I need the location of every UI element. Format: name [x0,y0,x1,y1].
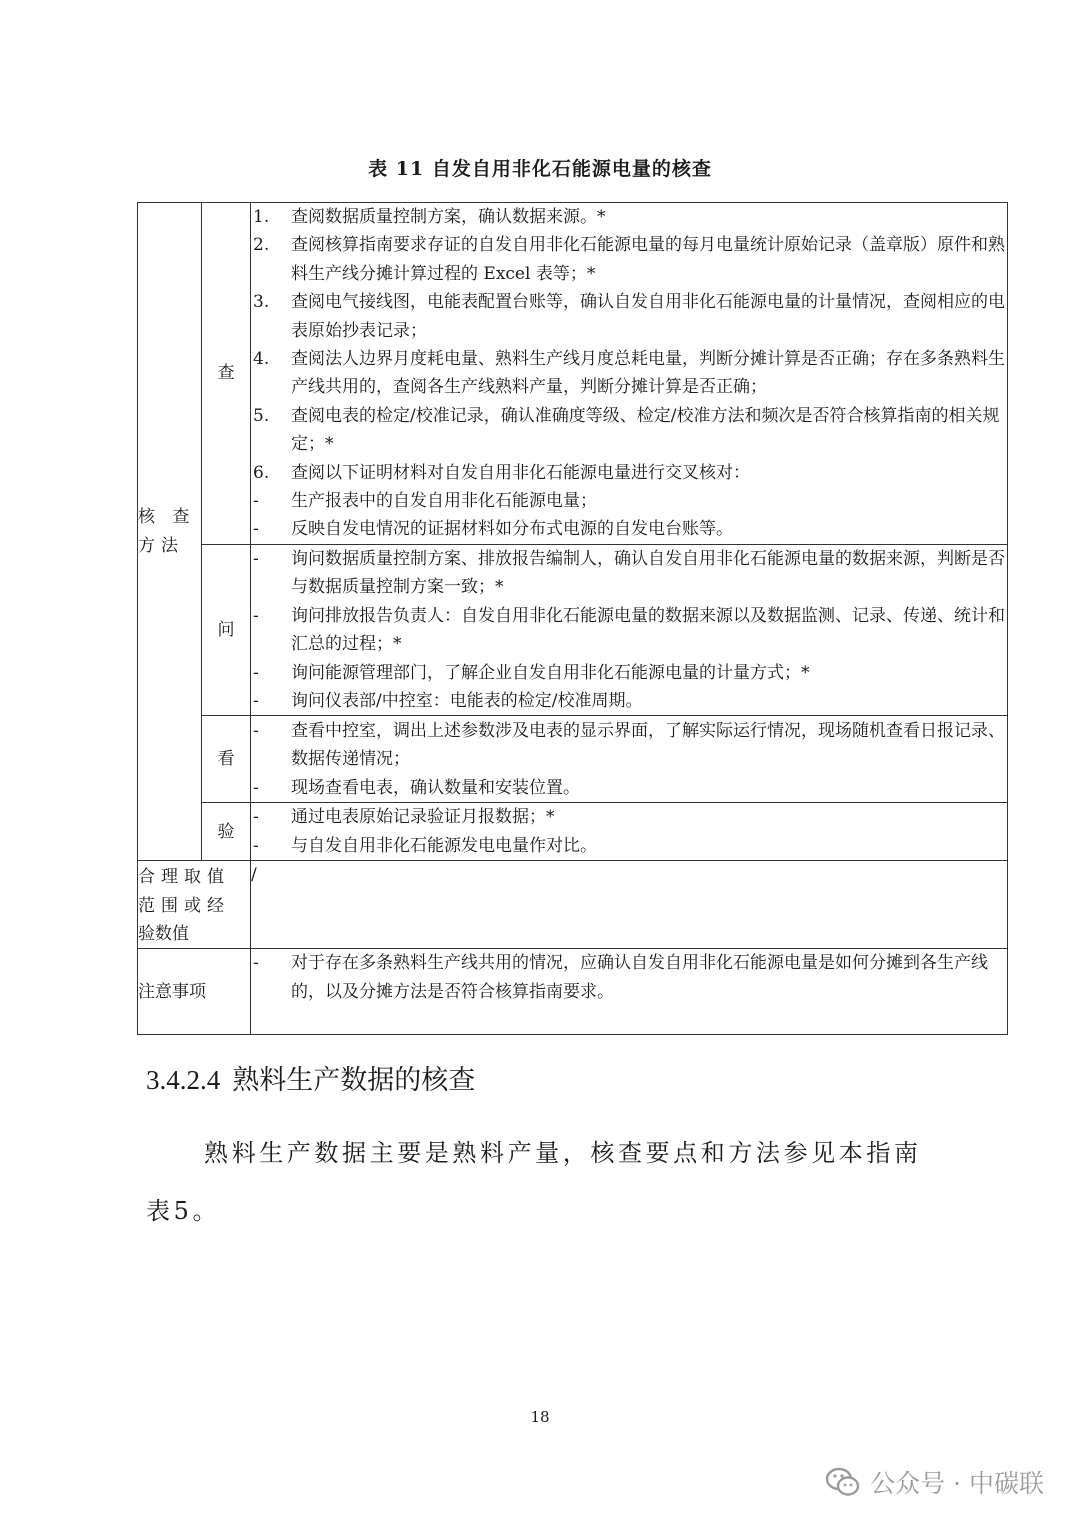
item-text: 询问能源管理部门，了解企业自发自用非化石能源电量的计量方式；* [291,662,810,683]
item-text: 查阅电表的检定/校准记录，确认准确度等级、检定/校准方法和频次是否符合核算指南的相关规定；* [291,405,1000,455]
row-ask [138,544,1008,715]
wechat-icon [826,1467,860,1497]
item-text: 与自发自用非化石能源发电电量作对比。 [291,835,597,856]
item-text: 生产报表中的自发自用非化石能源电量； [291,491,597,512]
section-title: 熟料生产数据的核查 [232,1065,476,1096]
sub-label-ask: 问 [202,544,251,715]
list-item [251,515,1007,543]
item-text: 反映自发电情况的证据材料如分布式电源的自发电台账等。 [291,519,733,540]
item-text: 询问数据质量控制方案、排放报告编制人，确认自发自用非化石能源电量的数据来源，判断是否与数据质量控制方案一致；* [291,548,1005,598]
list-item [251,459,1007,487]
item-marker: 2. [253,235,270,256]
list-item [251,949,1007,1006]
range-label-line1: 合理取值 [138,867,230,888]
item-marker: - [253,491,259,512]
row-range [138,861,1008,949]
ask-items [251,544,1008,715]
item-marker: - [253,720,259,741]
notes-items [251,949,1008,1035]
item-text: 查阅法人边界月度耗电量、熟料生产线月度总耗电量，判断分摊计算是否正确；存在多条熟料生产线共用的，查阅各生产线熟料产量，判断分摊计算是否正确； [291,349,1005,398]
item-text: 对于存在多条熟料生产线共用的情况，应确认自发自用非化石能源电量是如何分摊到各生产线的，以及分摊方法是否符合核算指南要求。 [291,953,988,1002]
notes-label-cell [138,949,251,1035]
item-marker: - [253,777,259,798]
item-text: 查阅数据质量控制方案，确认数据来源。* [291,207,606,227]
range-value: / [251,861,1008,949]
item-text: 查阅核算指南要求存证的自发自用非化石能源电量的每月电量统计原始记录（盖章版）原件和熟料生产线分摊计算过程的 Excel 表等；* [291,235,1005,284]
list-item [251,687,1007,715]
method-label-cell [138,203,202,861]
notes-label: 注意事项 [138,981,206,1002]
body-paragraph: 熟料生产数据主要是熟料产量，核查要点和方法参见本指南表5。 [146,1139,922,1225]
list-item [251,288,1007,345]
section-number: 3.4.2.4 [146,1065,221,1095]
verification-table [137,202,1008,1035]
list-item [251,203,1007,231]
item-marker: - [253,690,259,711]
watermark-text: 公众号 · 中碳联 [870,1469,1044,1498]
item-marker: 1. [253,207,270,227]
item-text: 通过电表原始记录验证月报数据；* [291,807,555,828]
sub-label-look: 看 [202,716,251,803]
item-marker: 6. [253,462,270,483]
list-item [251,402,1007,459]
list-item [251,803,1007,831]
range-label-cell [138,861,251,949]
sub-label-verify: 验 [202,803,251,861]
list-item [251,774,1007,802]
list-item [251,545,1007,602]
item-marker: - [253,519,259,540]
item-marker: - [253,662,259,683]
item-text: 询问仪表部/中控室：电能表的检定/校准周期。 [291,690,643,711]
section-heading [146,1058,475,1097]
table-caption: 表 11 自发自用非化石能源电量的核查 [368,158,712,180]
range-label-line3: 验数值 [138,923,189,944]
verify-items [251,803,1008,861]
item-marker: - [253,605,259,626]
item-marker: 3. [253,292,270,313]
item-text: 现场查看电表，确认数量和安装位置。 [291,777,580,798]
item-marker: 4. [253,349,270,370]
page-number: 18 [530,1408,550,1426]
list-item [251,487,1007,515]
list-item [251,602,1007,659]
method-label-line2: 方法 [138,535,184,556]
item-text: 查阅电气接线图，电能表配置台账等，确认自发自用非化石能源电量的计量情况，查阅相应的电表原始抄表记录； [291,292,1005,341]
row-look [138,716,1008,803]
item-text: 查阅以下证明材料对自发自用非化石能源电量进行交叉核对： [291,462,750,483]
wechat-watermark [826,1464,1044,1500]
list-item [251,717,1007,774]
item-text: 询问排放报告负责人：自发自用非化石能源电量的数据来源以及数据监测、记录、传递、统计和汇总的过程；* [291,605,1005,655]
item-marker: - [253,835,259,856]
item-marker: - [253,807,259,828]
list-item [251,832,1007,860]
item-marker: - [253,953,259,974]
look-items [251,716,1008,803]
method-label-line1: 核 查 [138,507,196,528]
range-label-line2: 范围或经 [138,895,230,916]
row-verify [138,803,1008,861]
sub-label-check: 查 [202,203,251,545]
item-marker: 5. [253,405,270,426]
row-check [138,203,1008,545]
item-marker: - [253,548,259,569]
list-item [251,659,1007,687]
item-text: 查看中控室，调出上述参数涉及电表的显示界面，了解实际运行情况，现场随机查看日报记录、数据传递情况； [291,720,1005,770]
list-item [251,231,1007,288]
check-items [251,203,1008,545]
list-item [251,345,1007,402]
row-notes [138,949,1008,1035]
